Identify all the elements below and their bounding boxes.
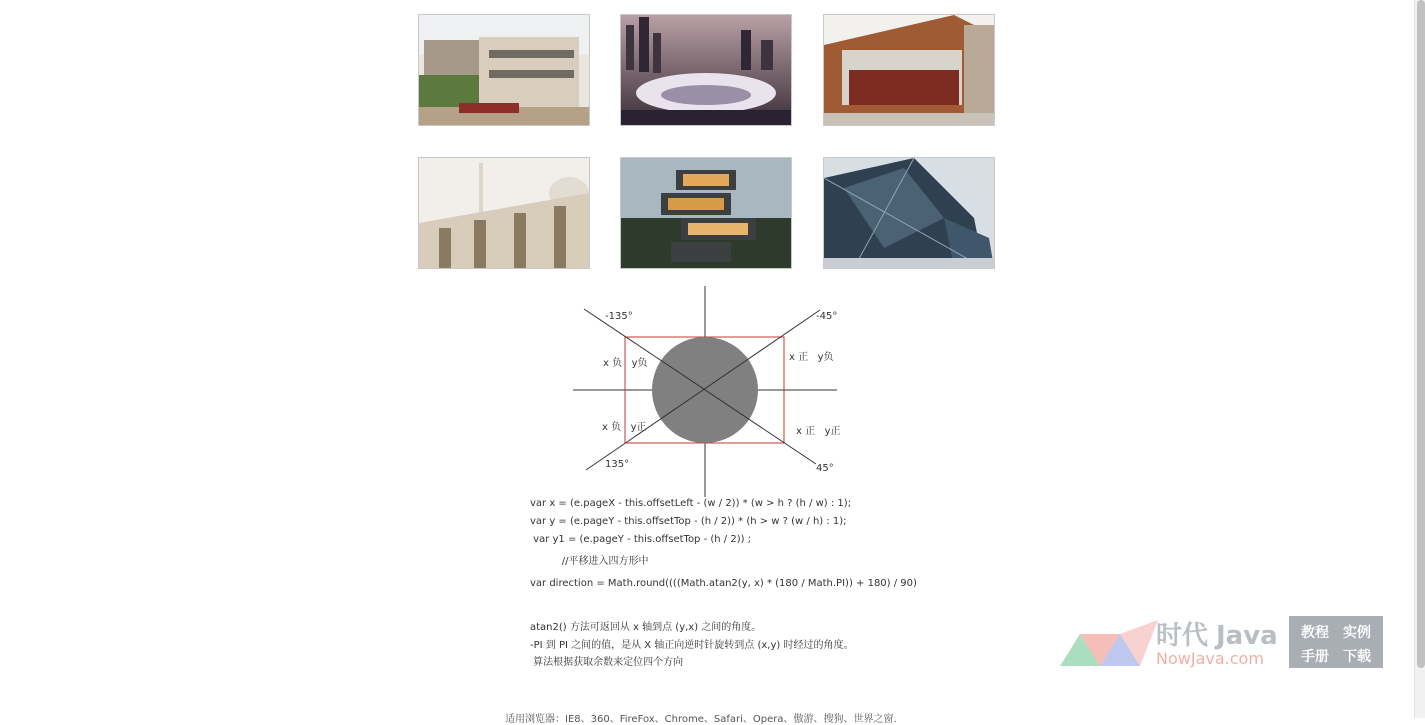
code-comment: //平移进入四方形中: [530, 556, 649, 567]
code-line-3: var y1 = (e.pageY - this.offsetTop - (h / 2)) ;: [530, 534, 752, 545]
watermark-brand-cn: 时代: [1156, 621, 1209, 651]
building-photo-2[interactable]: [620, 14, 792, 126]
label-pos-135: 135°: [605, 459, 630, 470]
watermark-domain: NowJava.com: [1156, 649, 1264, 668]
label-quadrant-tr: x 正 y负: [789, 352, 834, 363]
building-photo-4[interactable]: [418, 157, 590, 269]
watermark-menu-examples: 实例: [1343, 625, 1371, 641]
watermark-menu-download: 下载: [1343, 649, 1371, 665]
triangle-logo-icon: [1058, 616, 1280, 670]
building-photo-5[interactable]: [620, 157, 792, 269]
watermark-brand-en: Java: [1216, 621, 1278, 651]
building-photo-6[interactable]: [823, 157, 995, 269]
code-line-2: var y = (e.pageY - this.offsetTop - (h / 2)) * (h > w ? (w / h) : 1);: [530, 516, 847, 527]
scrollbar-thumb[interactable]: [1417, 0, 1425, 668]
label-pos-45: 45°: [816, 463, 834, 474]
label-quadrant-tl: x 负 y负: [603, 358, 648, 369]
nowjava-watermark: [1058, 616, 1280, 670]
browser-compat-footer: 适用浏览器：IE8、360、FireFox、Chrome、Safari、Opera、傲游、搜狗、世界之窗.: [505, 714, 897, 725]
label-neg-45: -45°: [816, 311, 838, 322]
watermark-menu-tutorial: 教程: [1301, 625, 1329, 641]
vertical-scrollbar[interactable]: [1414, 0, 1425, 718]
note-line-1: atan2() 方法可返回从 x 轴到点 (y,x) 之间的角度。: [530, 622, 762, 633]
code-line-direction: var direction = Math.round((((Math.atan2(y, x) * (180 / Math.PI)) + 180) / 90): [530, 578, 917, 589]
watermark-menu: [1289, 616, 1383, 668]
building-photo-1[interactable]: [418, 14, 590, 126]
direction-diagram: [570, 284, 840, 499]
label-quadrant-br: x 正 y正: [796, 426, 840, 437]
label-neg-135: -135°: [605, 311, 633, 322]
building-photo-3[interactable]: [823, 14, 995, 126]
watermark-menu-manual: 手册: [1301, 649, 1329, 665]
label-quadrant-bl: x 负 y正: [602, 422, 647, 433]
note-line-2: -PI 到 PI 之间的值，是从 X 轴正向逆时针旋转到点 (x,y) 时经过的角度。: [530, 640, 854, 651]
note-line-3: 算法根据获取余数来定位四个方向: [530, 657, 684, 668]
code-line-1: var x = (e.pageX - this.offsetLeft - (w / 2)) * (w > h ? (h / w) : 1);: [530, 498, 852, 509]
